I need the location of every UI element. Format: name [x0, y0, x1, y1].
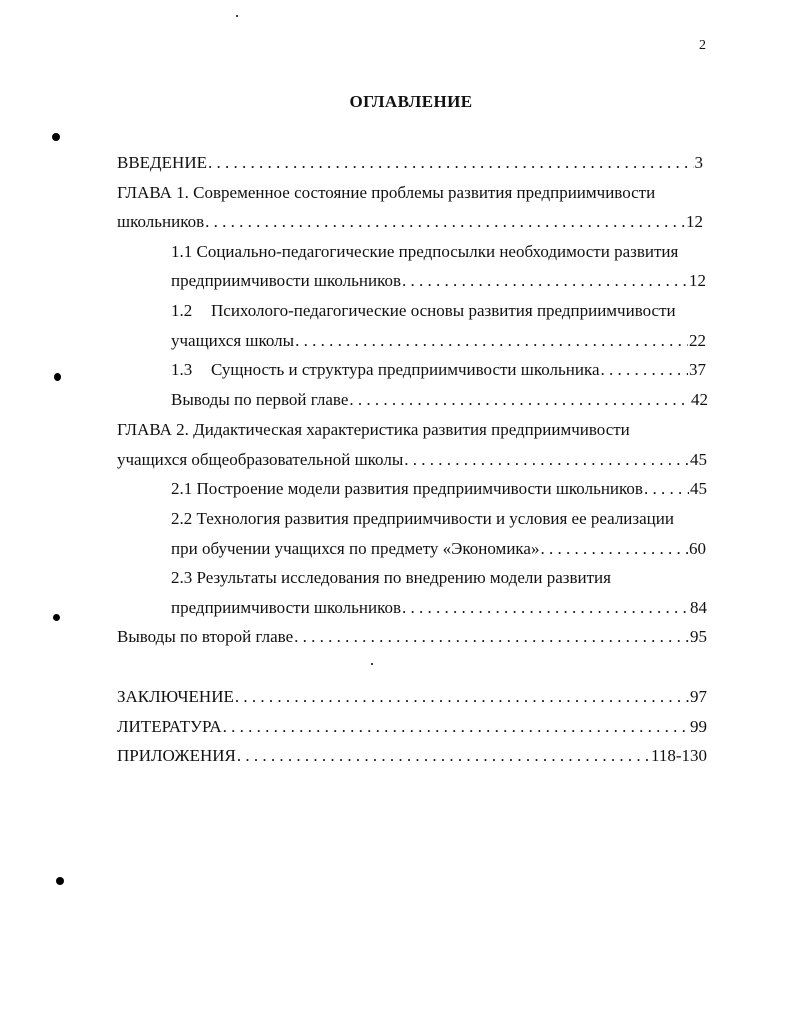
toc-section-1-1-title: 1.1 Социально-педагогические предпосылки необходимости развития: [171, 242, 679, 261]
toc-section-number: 1.3: [171, 360, 193, 379]
toc-entry-text: 2.1 Построение модели развития предприимчивости школьников: [171, 479, 643, 498]
toc-entry-chapter-1-conclusion: [171, 389, 708, 411]
toc-page-number: 118-130: [650, 746, 707, 765]
toc-page-number: 12: [686, 212, 703, 231]
toc-entry-chapter-2: [117, 449, 707, 471]
toc-entry-literature: [117, 716, 707, 738]
page-title: ОГЛАВЛЕНИЕ: [349, 92, 473, 111]
toc-entry-section-2-1: [171, 478, 707, 500]
dot-leader: [404, 449, 689, 471]
toc-page-number: 12: [689, 271, 706, 290]
toc-entry-appendix: [117, 745, 707, 767]
toc-entry-text: [171, 359, 600, 381]
toc-entry-section-1-1: [171, 270, 706, 292]
toc-section-number: 1.2: [171, 301, 193, 320]
toc-entry-text: при обучении учащихся по предмету «Экономика»: [171, 539, 540, 558]
dot-leader: [294, 626, 689, 648]
toc-page-number: 42: [691, 390, 708, 409]
toc-entry-section-2-3: [171, 597, 707, 619]
dot-leader: [349, 389, 690, 411]
toc-page-number: 37: [689, 360, 706, 379]
toc-entry-text: ЛИТЕРАТУРА: [117, 717, 222, 736]
dot-leader: [402, 597, 689, 619]
toc-chapter-1-title: ГЛАВА 1. Современное состояние проблемы развития предприимчивости: [117, 183, 656, 202]
dot-leader: [208, 152, 694, 174]
toc-entry-text: школьников: [117, 212, 205, 231]
dot-leader: [402, 270, 688, 292]
scan-speck: [236, 15, 238, 17]
toc-entry-text: ЗАКЛЮЧЕНИЕ: [117, 687, 234, 706]
dot-leader: [295, 330, 688, 352]
toc-page-number: 97: [690, 687, 707, 706]
dot-leader: [235, 686, 689, 708]
toc-entry-text: учащихся общеобразовательной школы: [117, 450, 404, 469]
toc-page-number: 45: [690, 479, 707, 498]
toc-page-number: 99: [690, 717, 707, 736]
dot-leader: [601, 359, 688, 381]
toc-page-number: 84: [690, 598, 707, 617]
toc-page-number: 60: [689, 539, 706, 558]
scan-speck: [371, 663, 373, 665]
scan-speck: [52, 133, 60, 141]
toc-entry-section-1-3: [171, 359, 706, 381]
scan-speck: [53, 614, 60, 621]
toc-chapter-2-title: ГЛАВА 2. Дидактическая характеристика развития предприимчивости: [117, 420, 630, 439]
dot-leader: [237, 745, 650, 767]
toc-section-text: Психолого-педагогические основы развития предприимчивости: [211, 301, 676, 320]
toc-section-1-2-title: [171, 300, 676, 322]
toc-section-2-2-title: 2.2 Технология развития предприимчивости и условия ее реализации: [171, 509, 674, 528]
toc-entry-section-1-2: [171, 330, 706, 352]
dot-leader: [205, 211, 685, 233]
toc-entry-chapter-2-conclusion: [117, 626, 707, 648]
dot-leader: [223, 716, 689, 738]
toc-entry-text: Выводы по первой главе: [171, 390, 349, 409]
toc-section-2-3-title: 2.3 Результаты исследования по внедрению модели развития: [171, 568, 611, 587]
toc-entry-text: ВВЕДЕНИЕ: [117, 153, 207, 172]
toc-entry-conclusion: [117, 686, 707, 708]
toc-page-number: 45: [690, 450, 707, 469]
toc-entry-intro: [117, 152, 703, 174]
toc-entry-chapter-1: [117, 211, 703, 233]
toc-entry-section-2-2: [171, 538, 706, 560]
toc-page-number: 22: [689, 331, 706, 350]
toc-page-number: 3: [694, 153, 703, 172]
dot-leader: [644, 478, 689, 500]
toc-entry-text: ПРИЛОЖЕНИЯ: [117, 746, 236, 765]
page-number: 2: [699, 38, 706, 53]
toc-entry-text: учащихся школы: [171, 331, 295, 350]
dot-leader: [540, 538, 688, 560]
scan-speck: [56, 877, 64, 885]
toc-entry-text: предприимчивости школьников: [171, 271, 402, 290]
toc-page-number: 95: [690, 627, 707, 646]
toc-entry-text: предприимчивости школьников: [171, 598, 402, 617]
toc-entry-text: Выводы по второй главе: [117, 627, 294, 646]
scan-speck: [54, 373, 61, 381]
toc-section-text: Сущность и структура предприимчивости школьника: [211, 360, 600, 379]
